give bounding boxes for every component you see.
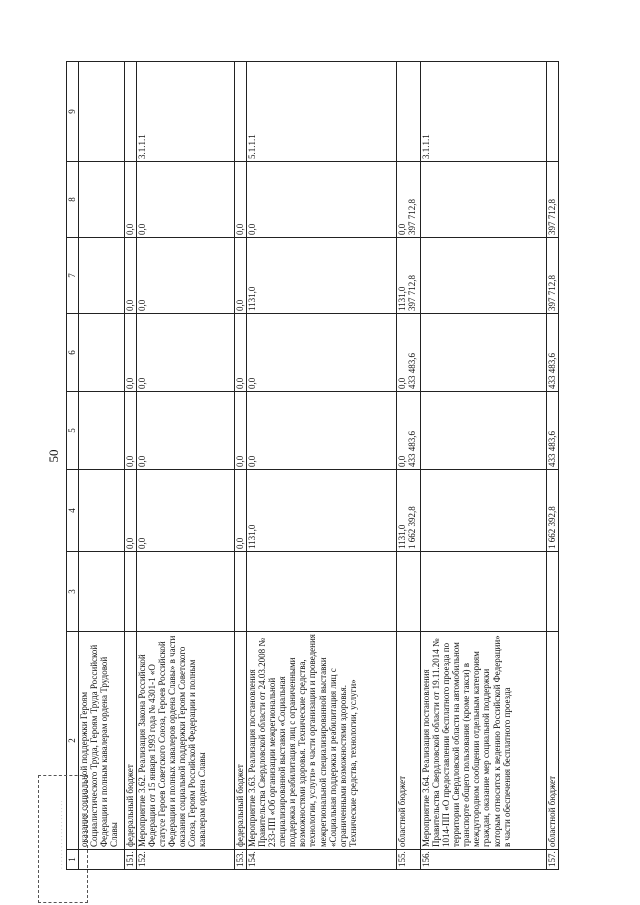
cell-c8	[421, 162, 547, 238]
cell-col3	[235, 552, 247, 632]
cell-c8	[137, 162, 235, 238]
cell-value: 1 662 392,8	[547, 506, 557, 549]
cell-col3	[79, 552, 125, 632]
table-row	[125, 62, 137, 870]
cell-c5	[125, 392, 137, 470]
table-header-row	[67, 62, 79, 870]
cell-c7	[79, 238, 125, 314]
cell-col3	[125, 552, 137, 632]
cell-c5	[235, 392, 247, 470]
cell-value: 397 712,8	[547, 199, 557, 235]
row-description: областной бюджет	[547, 632, 559, 850]
cell-target-code	[125, 62, 137, 162]
cell-c6	[137, 314, 235, 392]
cell-c6	[421, 314, 547, 392]
cell-c5	[397, 392, 421, 470]
cell-col3	[421, 552, 547, 632]
row-description: федеральный бюджет	[235, 632, 247, 850]
cell-target-code: 3.1.1.1	[421, 62, 547, 162]
cell-col3	[137, 552, 235, 632]
cell-c4	[137, 470, 235, 552]
cell-c5	[547, 392, 559, 470]
col-header-5: 5	[67, 392, 79, 470]
cell-c6	[79, 314, 125, 392]
cell-c7	[125, 238, 137, 314]
row-description: Мероприятие 3.64. Реализация постановления Правительства Свердловской области от 19.11.2014 № 1014-ПП «О предоставлении бесплатного проезда по территории Свердловской области на автомобильном транспорте общего пользования (кроме такси) в междугородном сообщении отдельным категориям граждан, оказание мер социальной поддержки которым относится к ведению Российской Федерации» в части обеспечения бесплатного проезда	[421, 632, 547, 850]
cell-value: 1 662 392,8	[407, 506, 418, 549]
cell-value: 0,0	[235, 455, 245, 467]
cell-c4	[79, 470, 125, 552]
cell-value: 0,0	[137, 377, 147, 389]
page-number: 50	[46, 449, 61, 463]
cell-c4	[397, 470, 421, 552]
col-header-2: 2	[67, 632, 79, 850]
cell-c4	[125, 470, 137, 552]
cell-value: 0,0	[137, 299, 147, 311]
table-row	[397, 62, 421, 870]
table-row	[547, 62, 559, 870]
cell-c8	[247, 162, 397, 238]
cell-value: 397 712,8	[547, 275, 557, 311]
row-index: 153.	[235, 850, 247, 870]
table-row	[247, 62, 397, 870]
table-row	[421, 62, 547, 870]
cell-c8	[79, 162, 125, 238]
cell-value: 0,0	[125, 299, 135, 311]
cell-c4	[547, 470, 559, 552]
row-index: 157.	[547, 850, 559, 870]
cell-target-code	[547, 62, 559, 162]
cell-col3	[397, 552, 421, 632]
cell-value: 0,0	[125, 377, 135, 389]
table-row	[79, 62, 125, 870]
rotated-table-wrap	[66, 62, 586, 870]
table-row	[235, 62, 247, 870]
cell-c7	[547, 238, 559, 314]
cell-c7	[421, 238, 547, 314]
col-header-4: 4	[67, 470, 79, 552]
cell-c7	[247, 238, 397, 314]
cell-value: 0,0	[397, 223, 407, 235]
cell-value: 397 712,8	[407, 199, 418, 235]
cell-c4	[421, 470, 547, 552]
cell-value: 0,0	[125, 223, 135, 235]
cell-value: 0,0	[235, 537, 245, 549]
cell-col3	[247, 552, 397, 632]
table-body	[79, 62, 559, 870]
cell-c5	[247, 392, 397, 470]
col-header-8: 8	[67, 162, 79, 238]
cell-value: 0,0	[247, 455, 257, 467]
cell-target-code: 5.1.1.1	[247, 62, 397, 162]
cell-value: 1131,0	[397, 286, 407, 311]
cell-value: 433 483,6	[407, 353, 418, 389]
table-row	[137, 62, 235, 870]
col-header-7: 7	[67, 238, 79, 314]
col-header-1: 1	[67, 850, 79, 870]
cell-value: 0,0	[137, 455, 147, 467]
row-description: Мероприятие 3.63. Реализация постановления Правительства Свердловской области от 24.03.2008 № 233-ПП «Об организации межрегиональной специализированной выставки «Социальная поддержка и реабилитация лиц с ограниченными возможностями здоровья. Технические средства, технологии, услуги» в части организации и проведения межрегиональной специализированной выставки «Социальная поддержка и реабилитация лиц с ограниченными возможностями здоровья. Технические средства, технологии, услуги»	[247, 632, 397, 850]
col-header-6: 6	[67, 314, 79, 392]
cell-c6	[235, 314, 247, 392]
row-index: 151.	[125, 850, 137, 870]
row-index: 152.	[137, 850, 235, 870]
col-header-9: 9	[67, 62, 79, 162]
cell-c7	[235, 238, 247, 314]
cell-value: 0,0	[247, 223, 257, 235]
cell-value: 1131,0	[247, 286, 257, 311]
cell-value: 0,0	[137, 223, 147, 235]
cell-c4	[247, 470, 397, 552]
cell-c8	[547, 162, 559, 238]
scan-stamp: · · · · · · · · · · · · · · · · · · · ·	[38, 775, 88, 903]
cell-c8	[125, 162, 137, 238]
row-description: областной бюджет	[397, 632, 421, 850]
cell-value: 433 483,6	[407, 431, 418, 467]
cell-target-code: 3.1.1.1	[137, 62, 235, 162]
row-description: Мероприятие 3.62. Реализация Закона Российской Федерации от 15 января 1993 года № 4301-1 «О статусе Героев Советского Союза, Героев Российской Федерации и полных кавалеров ордена Славы» в части оказания социальной поддержки Героям Советского Союза, Героям Российской Федерации и полным кавалерам ордена Славы	[137, 632, 235, 850]
cell-c6	[247, 314, 397, 392]
cell-value: 0,0	[137, 537, 147, 549]
cell-value: 0,0	[397, 377, 407, 389]
cell-c6	[547, 314, 559, 392]
cell-target-code	[397, 62, 421, 162]
cell-c7	[397, 238, 421, 314]
cell-value: 0,0	[235, 299, 245, 311]
cell-target-code	[79, 62, 125, 162]
cell-value: 0,0	[235, 223, 245, 235]
cell-col3	[547, 552, 559, 632]
cell-value: 397 712,8	[407, 275, 418, 311]
cell-c8	[235, 162, 247, 238]
cell-c6	[125, 314, 137, 392]
cell-c7	[137, 238, 235, 314]
cell-target-code	[235, 62, 247, 162]
cell-c5	[421, 392, 547, 470]
cell-value: 0,0	[247, 377, 257, 389]
cell-value: 0,0	[235, 377, 245, 389]
row-index: 156.	[421, 850, 547, 870]
cell-value: 433 483,6	[547, 353, 557, 389]
row-description: оказания социальной поддержки Героям Социалистического Труда, Героям Труда Российской Федерации и полным кавалерам ордена Трудовой Славы	[79, 632, 125, 850]
cell-value: 0,0	[125, 455, 135, 467]
budget-table	[66, 61, 559, 870]
cell-c5	[137, 392, 235, 470]
cell-value: 0,0	[125, 537, 135, 549]
cell-value: 0,0	[397, 455, 407, 467]
row-description: федеральный бюджет	[125, 632, 137, 850]
cell-value: 1131,0	[397, 524, 407, 549]
col-header-3: 3	[67, 552, 79, 632]
cell-c5	[79, 392, 125, 470]
row-index: 154.	[247, 850, 397, 870]
cell-c4	[235, 470, 247, 552]
cell-c8	[397, 162, 421, 238]
cell-value: 433 483,6	[547, 431, 557, 467]
cell-c6	[397, 314, 421, 392]
cell-value: 1131,0	[247, 524, 257, 549]
row-index: 155.	[397, 850, 421, 870]
